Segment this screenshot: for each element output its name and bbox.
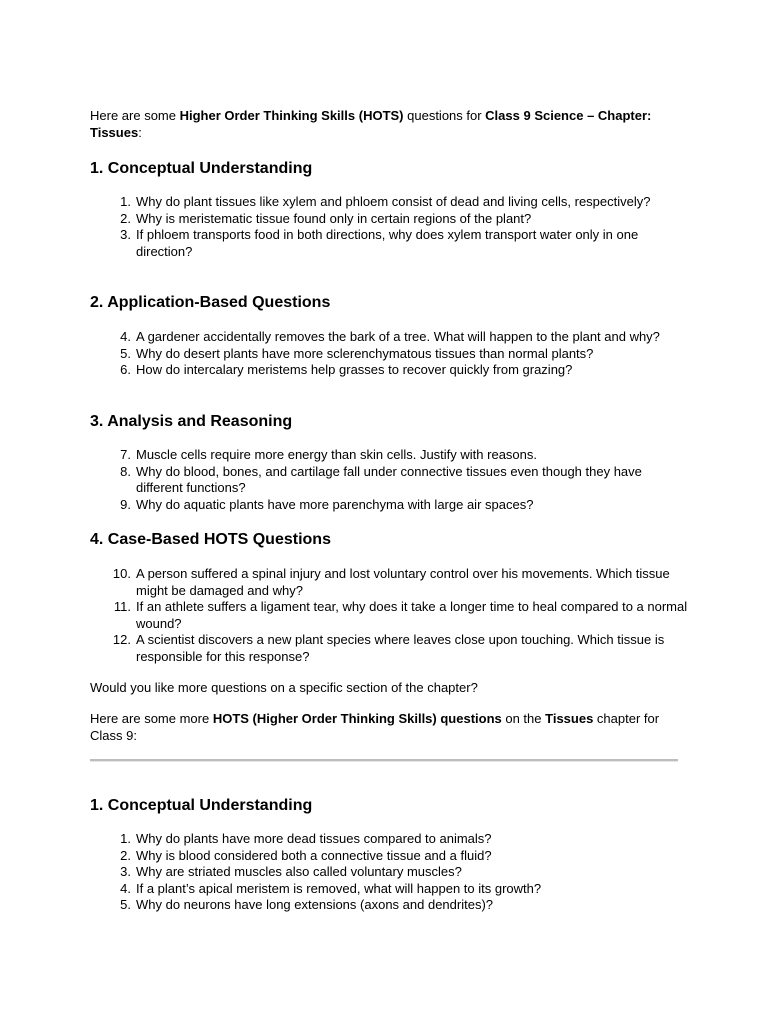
question-item: 2. Why is meristematic tissue found only in certain regions of the plant? [120, 210, 532, 226]
question-item: 12. A scientist discovers a new plant species where leaves close upon touching. Which tissue is responsible for this response? [112, 632, 665, 664]
question-item: 8. Why do blood, bones, and cartilage fall under connective tissues even though they have different functions? [120, 463, 642, 495]
section-heading-case-based: 4. Case-Based HOTS Questions [90, 531, 331, 548]
question-item: 2. Why is blood considered both a connective tissue and a fluid? [120, 847, 492, 863]
intro-paragraph-more: Here are some more HOTS (Higher Order Thinking Skills) questions on the Tissues chapter for Class 9: [90, 711, 660, 743]
question-item: 5. Why do neurons have long extensions (axons and dendrites)? [120, 897, 493, 912]
question-item: 3. Why are striated muscles also called voluntary muscles? [120, 864, 462, 879]
question-item: 3. If phloem transports food in both directions, why does xylem transport water only in one direction? [120, 227, 639, 259]
question-list-conceptual [90, 194, 690, 260]
followup-question: Would you like more questions on a specific section of the chapter? [90, 680, 478, 695]
section-heading-application: 2. Application-Based Questions [90, 294, 331, 311]
question-list-conceptual-more [90, 831, 690, 914]
question-item: 11. If an athlete suffers a ligament tear, why does it take a longer time to heal compared to a normal wound? [113, 599, 688, 631]
question-item: 6. How do intercalary meristems help grasses to recover quickly from grazing? [120, 362, 573, 377]
question-item: 4. If a plant’s apical meristem is removed, what will happen to its growth? [120, 880, 542, 896]
question-list-application [90, 329, 690, 379]
question-item: 1. Why do plants have more dead tissues compared to animals? [120, 831, 492, 846]
question-list-case-based [90, 566, 690, 665]
horizontal-divider [90, 759, 678, 762]
question-item: 4. A gardener accidentally removes the bark of a tree. What will happen to the plant and why? [120, 329, 660, 344]
question-item: 7. Muscle cells require more energy than skin cells. Justify with reasons. [120, 447, 537, 462]
question-item: 10. A person suffered a spinal injury and lost voluntary control over his movements. Which tissue might be damaged and why? [112, 566, 670, 598]
question-item: 5. Why do desert plants have more sclerenchymatous tissues than normal plants? [120, 345, 594, 361]
question-item: 1. Why do plant tissues like xylem and phloem consist of dead and living cells, respectively? [120, 194, 651, 209]
section-heading-analysis: 3. Analysis and Reasoning [90, 413, 293, 430]
question-item: 9. Why do aquatic plants have more parenchyma with large air spaces? [120, 496, 534, 512]
section-heading-conceptual: 1. Conceptual Understanding [90, 160, 313, 177]
intro-paragraph: Here are some Higher Order Thinking Skills (HOTS) questions for Class 9 Science – Chapter: Tissues: [90, 108, 652, 140]
section-heading-conceptual-more: 1. Conceptual Understanding [90, 797, 313, 814]
question-list-analysis [90, 447, 690, 513]
